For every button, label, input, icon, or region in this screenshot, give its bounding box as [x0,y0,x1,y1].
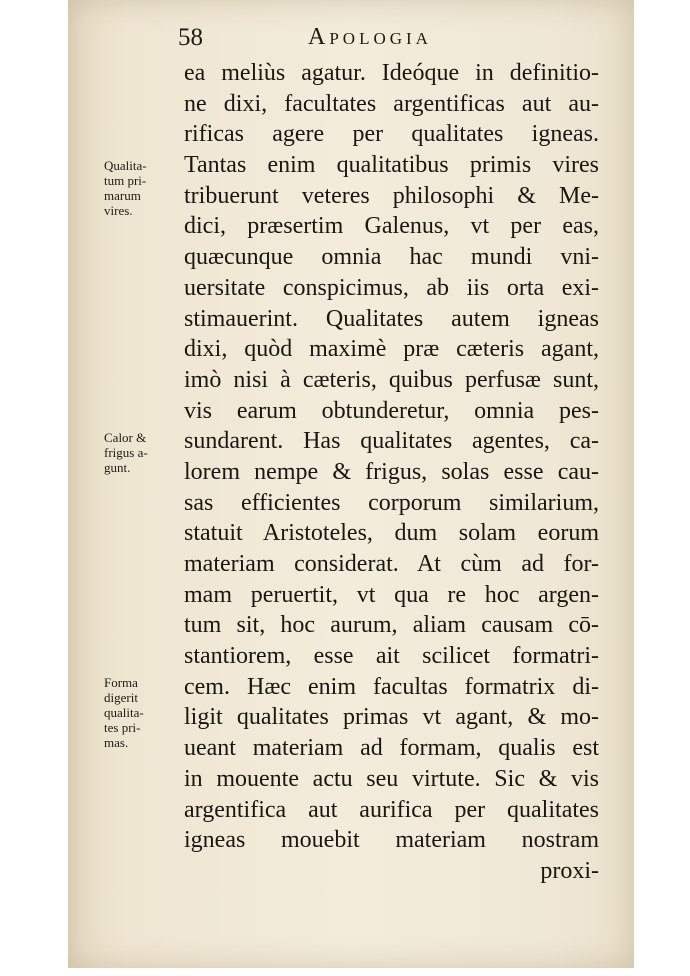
text-line: ne dixi, facultates argentificas aut au- [184,90,599,117]
catchword: proxi- [540,857,599,884]
running-head: Apologia [308,24,432,50]
text-line: uersitate conspicimus, ab iis orta exi- [184,274,599,301]
marginal-note [104,158,172,218]
text-line: vis earum obtunderetur, omnia pes- [184,397,599,424]
marginal-note-line: gunt. [104,460,131,475]
marginal-note [104,430,172,475]
marginal-note-line: mas. [104,735,129,750]
page-header [178,24,478,56]
page-number: 58 [178,24,203,51]
marginal-note-line: qualita- [104,705,144,720]
marginal-note-line: tes pri- [104,720,141,735]
text-line: sundarent. Has qualitates agentes, ca- [184,428,599,455]
text-line: tum sit, hoc aurum, aliam causam cō- [184,612,599,639]
marginal-note-line: Calor & [104,430,147,445]
marginal-note-line: vires. [104,203,133,218]
book-page [68,0,634,968]
text-line: statuit Aristoteles, dum solam eorum [184,520,599,547]
text-line: ueant materiam ad formam, qualis est [184,735,599,762]
text-line: ea meliùs agatur. Ideóque in definitio- [184,60,599,86]
marginal-note-line: digerit [104,690,138,705]
text-line: mam peruertit, vt qua re hoc argen- [184,581,599,608]
text-line: igneas mouebit materiam nostram [184,827,599,854]
text-line: in mouente actu seu virtute. Sic & vis [184,765,599,792]
text-line: dici, præsertim Galenus, vt per eas, [184,213,599,240]
text-line: sas efficientes corporum similarium, [184,489,599,516]
marginal-note-line: Qualita- [104,158,147,173]
text-line: stantiorem, esse ait scilicet formatri- [184,643,599,670]
body-text [184,58,599,887]
text-line: dixi, quòd maximè præ cæteris agant, [184,336,599,363]
text-line: argentifica aut aurifica per qualitates [184,796,599,823]
marginal-note-line: Forma [104,675,138,690]
text-line: lorem nempe & frigus, solas esse cau- [184,458,599,485]
marginal-note [104,675,172,750]
text-line: cem. Hæc enim facultas formatrix di- [184,673,599,700]
text-line: materiam considerat. At cùm ad for- [184,551,599,577]
text-line: stimauerint. Qualitates autem igneas [184,305,599,332]
text-line: Tantas enim qualitatibus primis vires [184,152,599,179]
text-line: rificas agere per qualitates igneas. [184,121,599,148]
marginal-note-line: marum [104,188,141,203]
text-line: quæcunque omnia hac mundi vni- [184,244,599,271]
marginal-note-line: frigus a- [104,445,148,460]
text-line: tribuerunt veteres philosophi & Me- [184,182,599,209]
text-line: imò nisi à cæteris, quibus perfusæ sunt, [184,366,599,393]
text-line: ligit qualitates primas vt agant, & mo- [184,704,599,731]
marginal-note-line: tum pri- [104,173,147,188]
